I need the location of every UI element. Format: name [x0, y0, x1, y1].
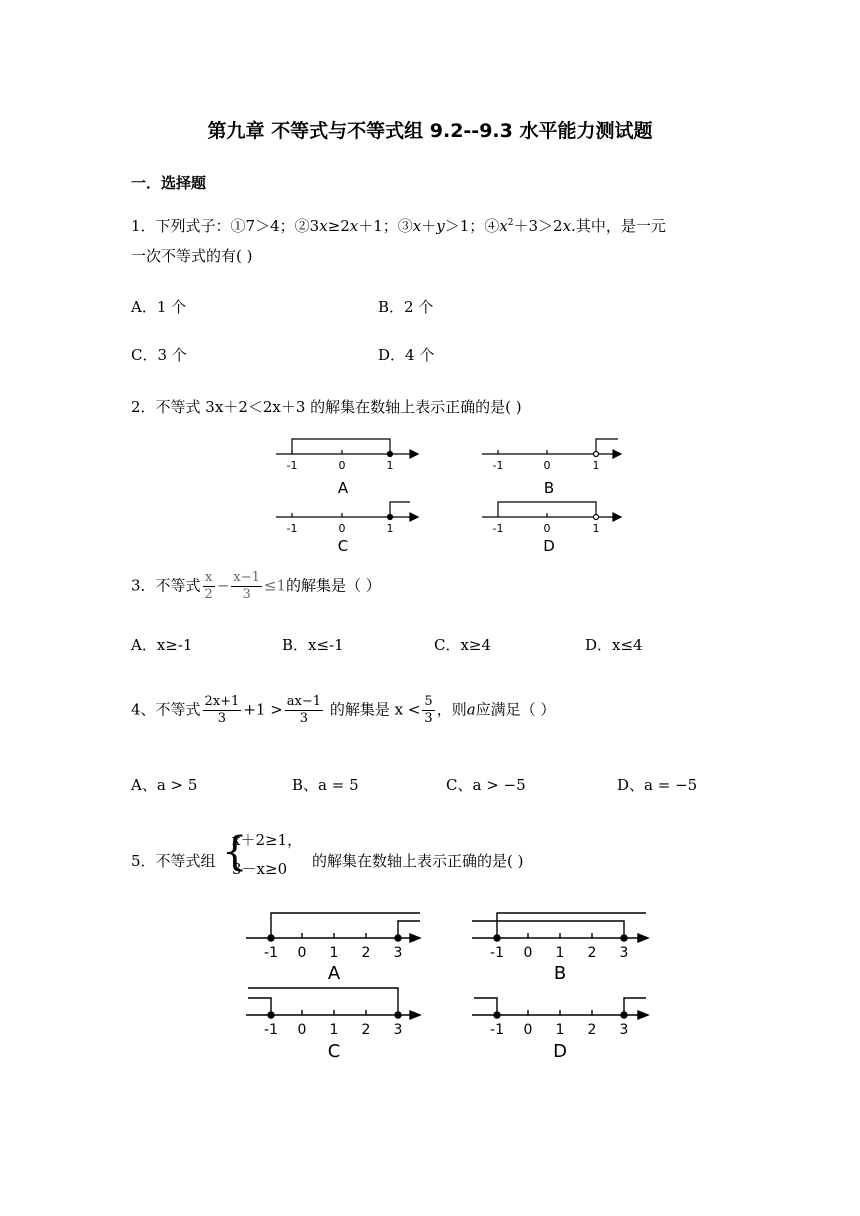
q5-figure-label-b: B [553, 963, 567, 984]
q5a-tick-label: 0 [297, 945, 307, 961]
q5c-tick-label: 3 [393, 1022, 403, 1038]
q5c-arrow-icon [410, 1011, 420, 1019]
q5b-arrow-icon [638, 934, 648, 942]
q4-fraction-1: $\frac{2x+1}{3}$ [204, 694, 240, 726]
q2b-open-point [594, 452, 599, 457]
q2c-closed-point [388, 515, 393, 520]
q5d-tick-label: 3 [619, 1022, 629, 1038]
q5d-range-1 [474, 998, 497, 1015]
q4-fraction-2: $\frac{ax-1}{3}$ [286, 694, 322, 726]
q4-option-a[interactable]: A、a > 5 [131, 776, 198, 794]
q1-option-b[interactable]: B．2 个 [378, 298, 434, 316]
q2a-arrow-icon [410, 450, 418, 458]
q2b-tick-label: -1 [492, 459, 504, 472]
q5d-tick-label: 1 [555, 1022, 565, 1038]
q5a-arrow-icon [410, 934, 420, 942]
q1-option-a[interactable]: A．1 个 [131, 298, 187, 316]
q2d-open-point [594, 515, 599, 520]
q2-figure-label-c: C [337, 537, 349, 555]
q5a-tick-label: 3 [393, 945, 403, 961]
q2-figure-label-a: A [337, 479, 349, 497]
q5d-point-1 [494, 1012, 500, 1018]
q5a-tick-label: 2 [361, 945, 371, 961]
q3-option-a[interactable]: A．x≥-1 [131, 636, 193, 654]
q5b-tick-label: 0 [523, 945, 533, 961]
q2-figure-label-d: D [543, 537, 555, 555]
q1-option-d[interactable]: D．4 个 [378, 346, 435, 364]
question-4-text: 4、不等式 $\frac{2x+1}{3}$ +1 > $\frac{ax-1}{3}$ 的解集是 x < $\frac{5}{3}$ ，则a应满足（ ） [131, 694, 556, 726]
q5c-tick-label: 2 [361, 1022, 371, 1038]
q2b-arrow-icon [613, 450, 621, 458]
q4-option-b[interactable]: B、a = 5 [292, 776, 359, 794]
question-3-text: 3．不等式 $\frac{x}{2}$ − $\frac{x-1}{3}$ ≤1的解集是（ ） [131, 570, 381, 602]
q2b-tick-label: 1 [592, 459, 600, 472]
question-5-suffix: 的解集在数轴上表示正确的是( ) [312, 852, 524, 870]
q2d-tick-label: 0 [543, 522, 551, 535]
q5d-tick-label: -1 [490, 1022, 504, 1038]
q5b-tick-label: 2 [587, 945, 597, 961]
page-title: 第九章 不等式与不等式组 9.2--9.3 水平能力测试题 [207, 120, 653, 142]
q5-brace-icon: { [222, 829, 248, 875]
q5-system-row-1: x＋2≥1， [232, 831, 303, 849]
q5c-tick-label: 0 [297, 1022, 307, 1038]
q5a-tick-label: -1 [264, 945, 278, 961]
q5-figure-label-c: C [327, 1041, 341, 1062]
q2-number-line-figures [270, 432, 630, 557]
q1-option-c[interactable]: C．3 个 [131, 346, 187, 364]
q2c-tick-label: 1 [386, 522, 394, 535]
q5b-point-2 [621, 935, 627, 941]
q2d-tick-label: 1 [592, 522, 600, 535]
q2-figure-label-b: B [543, 479, 555, 497]
q2a-range [292, 439, 390, 454]
q2c-tick-label: -1 [286, 522, 298, 535]
q5-number-line-figures [240, 905, 660, 1065]
q5d-tick-label: 2 [587, 1022, 597, 1038]
q2b-tick-label: 0 [543, 459, 551, 472]
q5c-point-2 [395, 1012, 401, 1018]
q5b-tick-label: 3 [619, 945, 629, 961]
question-1-line-1: 1．下列式子：①7＞4；②3x≥2x＋1；③x＋y＞1；$④x^2+3>2x$.其中，是一元 [131, 217, 666, 235]
q3-option-b[interactable]: B．x≤-1 [282, 636, 344, 654]
q2c-arrow-icon [410, 513, 418, 521]
q5b-point-1 [494, 935, 500, 941]
q2a-closed-point [388, 452, 393, 457]
q2d-tick-label: -1 [492, 522, 504, 535]
q3-option-d[interactable]: D．x≤4 [585, 636, 643, 654]
q5b-tick-label: -1 [490, 945, 504, 961]
question-5-prefix: 5．不等式组 [131, 852, 216, 870]
q2c-range [390, 502, 410, 517]
q5c-point-1 [268, 1012, 274, 1018]
q2a-tick-label: 0 [338, 459, 346, 472]
q2c-tick-label: 0 [338, 522, 346, 535]
q5b-tick-label: 1 [555, 945, 565, 961]
q5c-tick-label: 1 [329, 1022, 339, 1038]
q3-fraction-2: $\frac{x-1}{3}$ [233, 570, 260, 602]
q4-option-d[interactable]: D、a = −5 [617, 776, 698, 794]
q5c-range-1 [248, 998, 271, 1015]
question-1-line-2: 一次不等式的有( ) [131, 247, 253, 265]
q5d-arrow-icon [638, 1011, 648, 1019]
q5a-range-2 [398, 921, 420, 938]
q4-option-c[interactable]: C、a > −5 [446, 776, 526, 794]
q5d-point-2 [621, 1012, 627, 1018]
q5a-point-2 [395, 935, 401, 941]
q2a-tick-label: 1 [386, 459, 394, 472]
q5d-tick-label: 0 [523, 1022, 533, 1038]
q3-option-c[interactable]: C．x≥4 [434, 636, 492, 654]
q2a-tick-label: -1 [286, 459, 298, 472]
q5-system-row-2: 3－x≥0 [232, 860, 288, 878]
q5a-tick-label: 1 [329, 945, 339, 961]
q2d-arrow-icon [613, 513, 621, 521]
q5c-tick-label: -1 [264, 1022, 278, 1038]
q5-figure-label-d: D [553, 1041, 567, 1062]
section-heading: 一．选择题 [131, 174, 207, 192]
question-2-text: 2．不等式 3x＋2＜2x＋3 的解集在数轴上表示正确的是( ) [131, 398, 522, 416]
q3-fraction-1: $\frac{x}{2}$ [204, 570, 213, 602]
q5-figure-label-a: A [327, 963, 341, 984]
q4-fraction-3: $\frac{5}{3}$ [424, 694, 433, 726]
q5a-point-1 [268, 935, 274, 941]
